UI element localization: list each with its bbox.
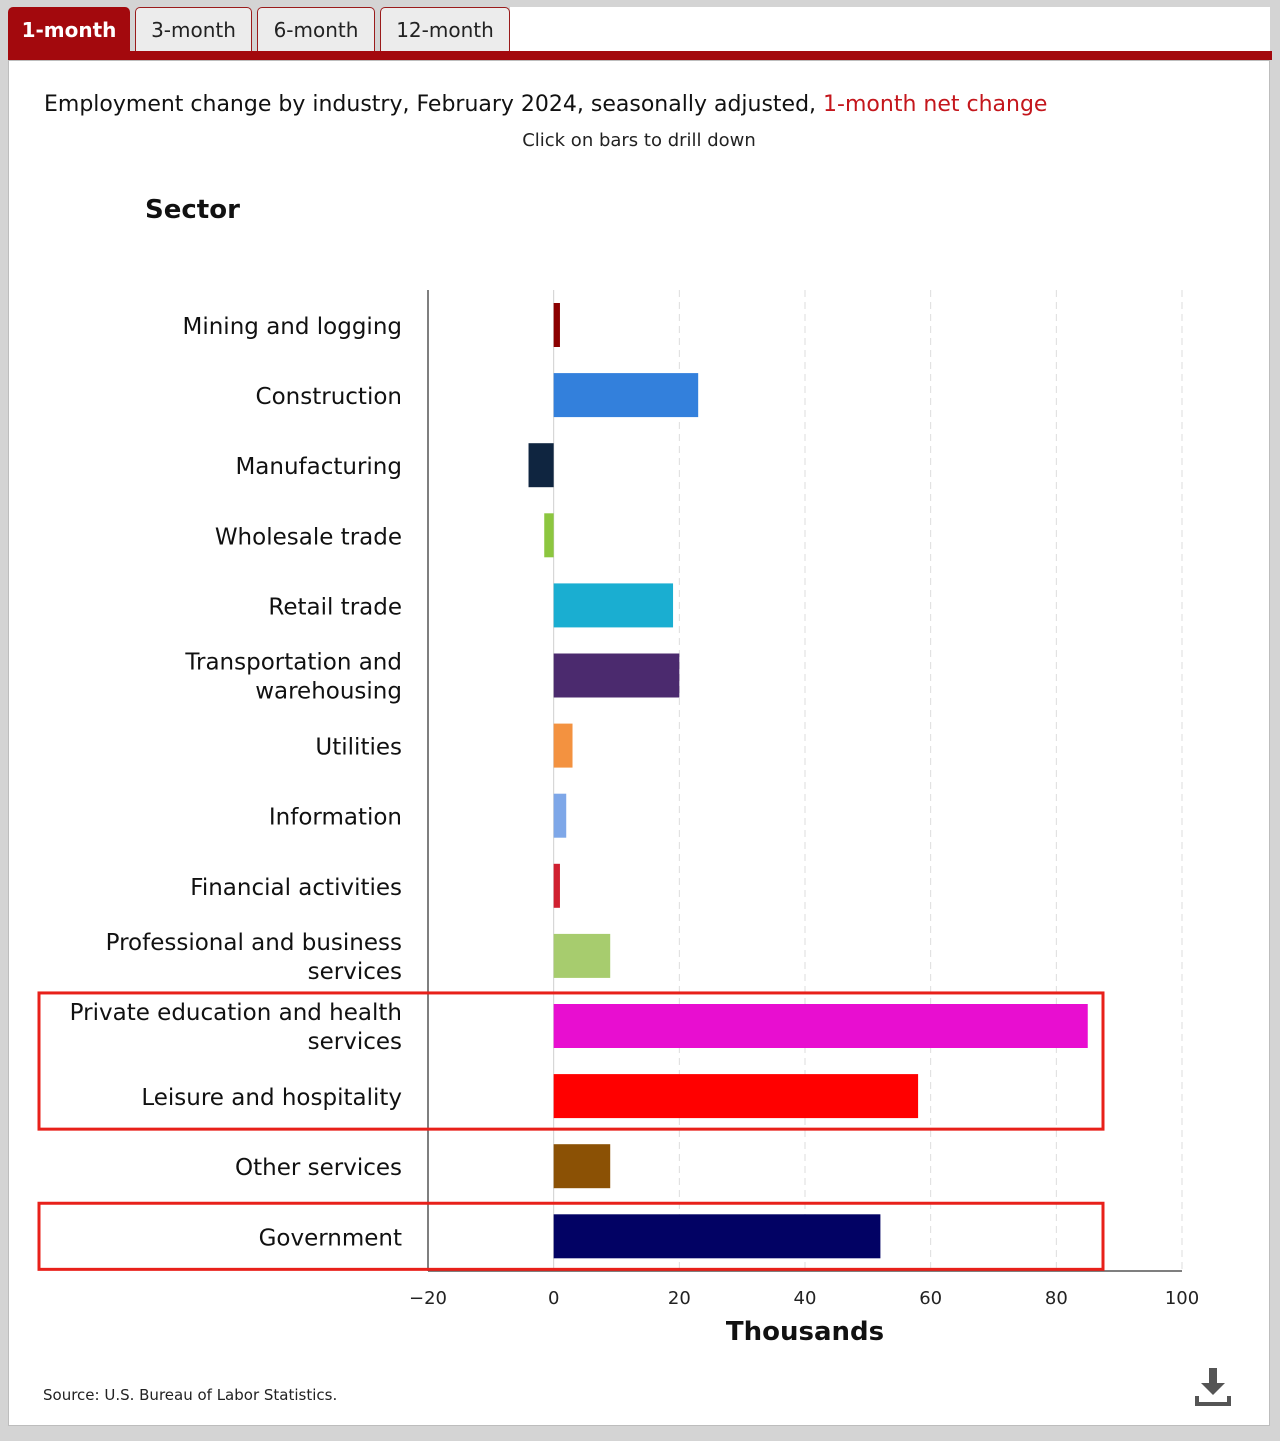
bar-utilities[interactable] bbox=[554, 724, 573, 768]
x-tick-label: 80 bbox=[1044, 1288, 1068, 1309]
bar-retail-trade[interactable] bbox=[554, 583, 673, 627]
tick-labels bbox=[409, 1288, 1199, 1309]
bar-construction[interactable] bbox=[554, 373, 699, 417]
category-label-leisure-and-hospitality: Leisure and hospitality bbox=[141, 1085, 402, 1112]
bar-financial-activities[interactable] bbox=[554, 864, 560, 908]
category-label-professional-and-business-services: Professional and business services bbox=[105, 929, 402, 985]
bar-other-services[interactable] bbox=[554, 1144, 611, 1188]
chart-subtitle: Click on bars to drill down bbox=[522, 130, 756, 151]
category-label-retail-trade: Retail trade bbox=[268, 594, 402, 621]
source-note: Source: U.S. Bureau of Labor Statistics. bbox=[43, 1386, 338, 1404]
category-label-construction: Construction bbox=[255, 384, 402, 411]
category-axis-title: Sector bbox=[145, 195, 240, 225]
bar-leisure-and-hospitality[interactable] bbox=[554, 1074, 918, 1118]
x-tick-label: 60 bbox=[919, 1288, 943, 1309]
category-labels bbox=[70, 314, 402, 1251]
grid-lines bbox=[554, 290, 1182, 1271]
chart-title-main: Employment change by industry, February 2024, seasonally adjusted, bbox=[44, 92, 824, 117]
bars bbox=[529, 303, 1088, 1258]
category-label-wholesale-trade: Wholesale trade bbox=[214, 524, 402, 551]
download-icon[interactable] bbox=[1192, 1366, 1234, 1408]
bar-mining-and-logging[interactable] bbox=[554, 303, 560, 347]
tab-3-month[interactable]: 3-month bbox=[135, 7, 252, 51]
bar-manufacturing[interactable] bbox=[529, 443, 554, 487]
category-label-manufacturing: Manufacturing bbox=[235, 454, 402, 481]
category-label-mining-and-logging: Mining and logging bbox=[182, 314, 402, 340]
x-tick-label: 20 bbox=[667, 1288, 691, 1309]
x-tick-label: 0 bbox=[547, 1288, 560, 1309]
tab-6-month[interactable]: 6-month bbox=[257, 7, 375, 51]
category-label-other-services: Other services bbox=[235, 1155, 402, 1182]
bar-wholesale-trade[interactable] bbox=[544, 513, 553, 557]
bar-information[interactable] bbox=[554, 794, 567, 838]
category-label-information: Information bbox=[268, 804, 402, 831]
x-tick-label: 40 bbox=[793, 1288, 817, 1309]
category-label-financial-activities: Financial activities bbox=[190, 874, 402, 901]
bar-private-education-and-health-services[interactable] bbox=[554, 1004, 1088, 1048]
category-label-government: Government bbox=[258, 1225, 402, 1252]
tab-1-month[interactable]: 1-month bbox=[8, 7, 130, 51]
category-label-utilities: Utilities bbox=[315, 734, 402, 761]
bar-government[interactable] bbox=[554, 1214, 881, 1258]
x-axis-title: Thousands bbox=[725, 1317, 885, 1347]
bar-professional-and-business-services[interactable] bbox=[554, 934, 611, 978]
category-label-transportation-and-warehousing: Transportation and warehousing bbox=[185, 649, 402, 705]
x-tick-label: −20 bbox=[409, 1288, 447, 1309]
chart-title-highlight: 1-month net change bbox=[823, 92, 1048, 117]
category-label-private-education-and-health-services: Private education and health services bbox=[69, 1000, 402, 1055]
tab-12-month[interactable]: 12-month bbox=[380, 7, 510, 51]
bar-transportation-and-warehousing[interactable] bbox=[554, 654, 680, 698]
x-tick-label: 100 bbox=[1164, 1288, 1200, 1309]
